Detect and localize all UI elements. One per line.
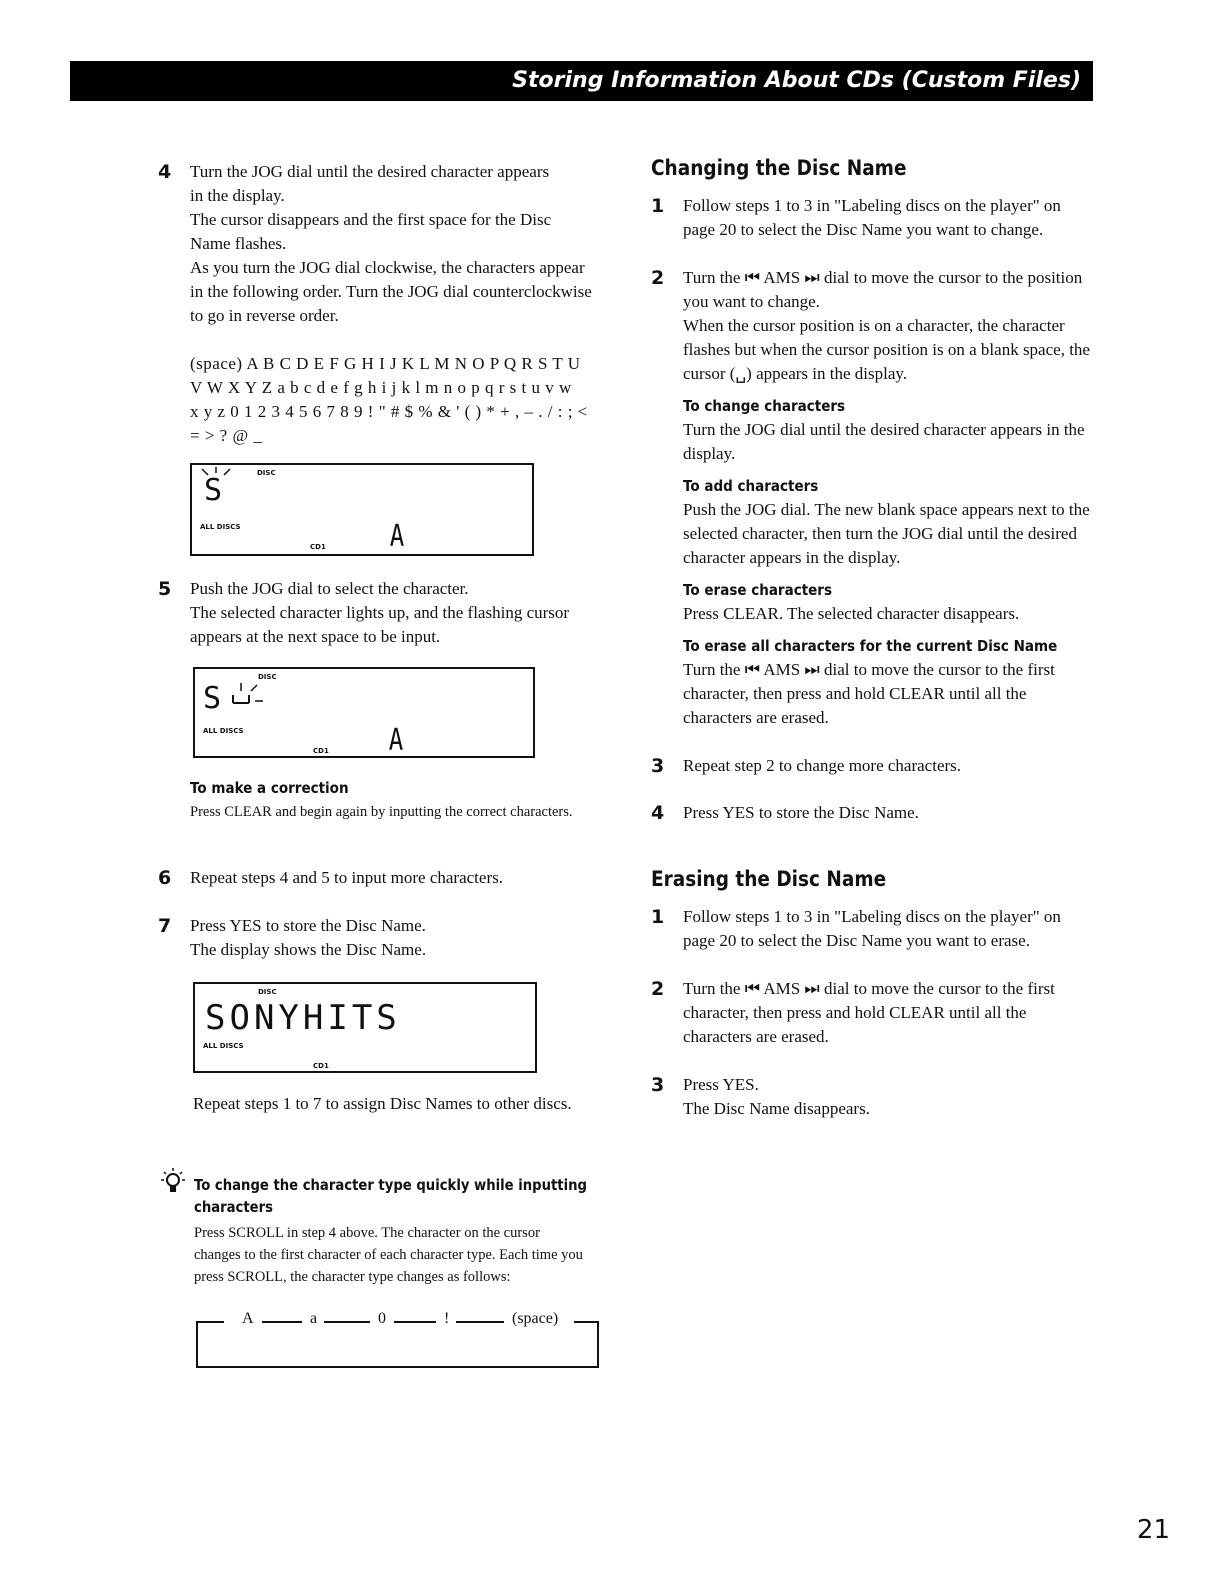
- step-number: 5: [158, 578, 172, 600]
- step-text: Turn the JOG dial until the desired character appears in the display.: [190, 162, 550, 205]
- lcd-display-3: [193, 982, 537, 1073]
- right-column: [651, 156, 1101, 1121]
- lcd-display-2: [193, 667, 535, 758]
- step-text: Turn the ⏮ AMS ⏭ dial to move the cursor to the first character, then press and hold CLEAR until all the characters are erased.: [683, 979, 1055, 1046]
- lightbulb-icon: [160, 1166, 186, 1196]
- sub-title: To change characters: [683, 397, 846, 415]
- change-step-2: [651, 266, 1093, 730]
- disc-name-display: SONYHITS: [205, 998, 401, 1038]
- change-step-3: [651, 754, 1101, 778]
- step-number: 4: [651, 802, 665, 824]
- flow-item: A: [242, 1310, 254, 1327]
- character-type-cycle: [196, 1310, 599, 1368]
- sub-text: Turn the ⏮ AMS ⏭ dial to move the cursor to the first character, then press and hold CLEAR until all the characters are erased.: [683, 660, 1055, 727]
- section-title-erasing: Erasing the Disc Name: [651, 867, 887, 891]
- segment-char: A: [389, 519, 405, 554]
- step-text: Turn the ⏮ AMS ⏭ dial to move the cursor to the position you want to change.: [683, 268, 1083, 311]
- step-number: 2: [651, 267, 665, 289]
- tip-block: [194, 1174, 604, 1288]
- erase-step-2: [651, 977, 1093, 1049]
- step-4: [158, 160, 608, 448]
- step-number: 6: [158, 867, 172, 889]
- correction-text: Press CLEAR and begin again by inputting the correct characters.: [190, 804, 573, 820]
- cd-label: CD1: [310, 543, 326, 551]
- change-step-4: [651, 801, 1101, 825]
- flow-item: a: [310, 1310, 318, 1327]
- sub-text: Push the JOG dial. The new blank space appears next to the selected character, then turn the JOG dial until the desired character appears in the display.: [683, 500, 1090, 567]
- step-number: 4: [158, 161, 172, 183]
- change-step-1: [651, 194, 1093, 242]
- correction-block: [190, 779, 610, 823]
- lcd-display-1: [190, 463, 534, 556]
- disc-label: DISC: [258, 988, 277, 996]
- section-title-changing: Changing the Disc Name: [651, 156, 907, 180]
- section-banner: Storing Information About CDs (Custom Files): [70, 61, 1093, 101]
- step-number: 1: [651, 906, 665, 928]
- sub-title: To erase characters: [683, 581, 833, 599]
- step-number: 3: [651, 755, 665, 777]
- sub-text: Turn the JOG dial until the desired character appears in the display.: [683, 420, 1085, 463]
- step-7: [158, 914, 608, 962]
- sub-text: Press CLEAR. The selected character disappears.: [683, 604, 1020, 623]
- step-5: [158, 577, 608, 649]
- sub-title: To erase all characters for the current Disc Name: [683, 637, 1058, 655]
- correction-title: To make a correction: [190, 779, 349, 797]
- step-text: Repeat step 2 to change more characters.: [683, 756, 962, 775]
- lcd-character: S: [203, 681, 222, 716]
- tip-text: Press SCROLL in step 4 above. The character on the cursor changes to the first character of each character type. Each time you press SCROLL, the character type changes as follows:: [194, 1225, 583, 1285]
- disc-label: DISC: [257, 469, 276, 477]
- charset: [190, 352, 608, 448]
- charset-line: (space) A B C D E F G H I J K L M N O P Q R S T U: [190, 354, 581, 373]
- charset-line: x y z 0 1 2 3 4 5 6 7 8 9 ! " # $ % & ' ( ) * + , – . / : ; <: [190, 402, 588, 421]
- flow-item: 0: [378, 1310, 386, 1327]
- step-text: Press YES to store the Disc Name.: [683, 803, 919, 822]
- step-text: Follow steps 1 to 3 in "Labeling discs on the player" on page 20 to select the Disc Name you want to change.: [683, 196, 1061, 239]
- tip-title: To change the character type quickly while inputting characters: [194, 1176, 588, 1216]
- segment-char: A: [388, 723, 404, 758]
- step-text: The cursor disappears and the first space for the Disc Name flashes.: [190, 210, 552, 253]
- step-text: Repeat steps 4 and 5 to input more characters.: [190, 868, 503, 887]
- flow-item: !: [444, 1310, 450, 1327]
- step-7-wrap: [158, 914, 608, 962]
- step-number: 1: [651, 195, 665, 217]
- cursor-flash-icon: [227, 681, 277, 715]
- all-discs-label: ALL DISCS: [203, 727, 244, 735]
- charset-line: V W X Y Z a b c d e f g h i j k l m n o p q r s t u v w: [190, 378, 572, 397]
- step-text: Press YES to store the Disc Name.: [190, 916, 426, 935]
- step-6: [158, 866, 608, 890]
- lcd-character: S: [204, 473, 223, 508]
- all-discs-label: ALL DISCS: [200, 523, 241, 531]
- step-number: 3: [651, 1074, 665, 1096]
- step-text: The display shows the Disc Name.: [190, 940, 427, 959]
- disc-label: DISC: [258, 673, 277, 681]
- step-number: 2: [651, 978, 665, 1000]
- cd-label: CD1: [313, 747, 329, 755]
- step-text: Follow steps 1 to 3 in "Labeling discs on the player" on page 20 to select the Disc Name you want to erase.: [683, 907, 1061, 950]
- step-text: As you turn the JOG dial clockwise, the characters appear in the following order. Turn the JOG dial counterclockwise to go in reverse order.: [190, 258, 592, 325]
- left-column: [158, 160, 608, 448]
- repeat-note: Repeat steps 1 to 7 to assign Disc Names to other discs.: [193, 1094, 572, 1113]
- erase-step-1: [651, 905, 1093, 953]
- cd-label: CD1: [313, 1062, 329, 1070]
- charset-line: = > ? @ _: [190, 426, 263, 445]
- step-text: The selected character lights up, and the flashing cursor appears at the next space to be input.: [190, 603, 570, 646]
- step-text: Push the JOG dial to select the character.: [190, 579, 469, 598]
- step-text: Press YES.: [683, 1075, 759, 1094]
- step-number: 7: [158, 915, 172, 937]
- sub-title: To add characters: [683, 477, 819, 495]
- step-6-wrap: [158, 866, 608, 890]
- page-number: 21: [1136, 1515, 1170, 1545]
- step-5-wrap: [158, 577, 608, 649]
- all-discs-label: ALL DISCS: [203, 1042, 244, 1050]
- step-text: When the cursor position is on a character, the character flashes but when the cursor position is on a blank space, the cursor (␣) appears in the display.: [683, 316, 1090, 383]
- step-text: The Disc Name disappears.: [683, 1099, 870, 1118]
- erase-step-3: [651, 1073, 1101, 1121]
- flow-item: (space): [512, 1310, 559, 1327]
